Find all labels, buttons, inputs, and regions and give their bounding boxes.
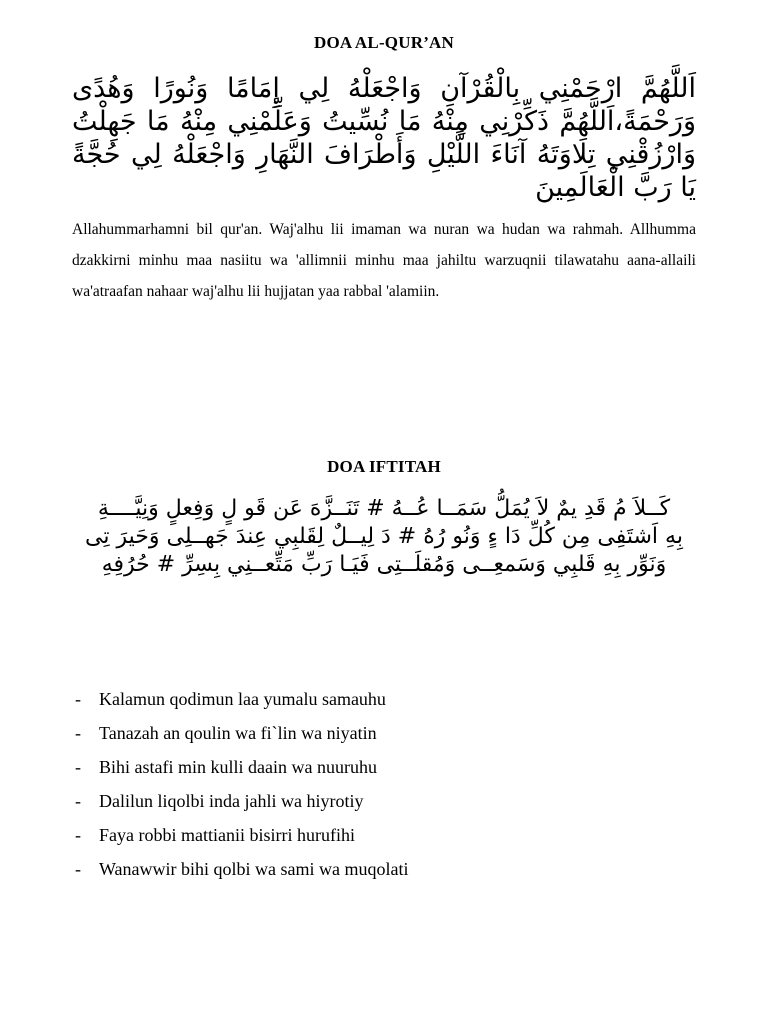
arabic-verse-1: كَــلاَ مُ قَدِ يمٌ لاَ يُمَلُّ سَمَــا عُــهُ # تَنَــزَّهَ عَن قَو لٍ وَفِعلٍ وَنِيَّــــةِ — [97, 496, 671, 521]
doa-quran-transliteration: Allahummarhamni bil qur'an. Waj'alhu lii imaman wa nuran wa hudan wa rahmah. Allhumma dzakkirni minhu maa nasiitu wa 'allimnii minhu maa jahiltu warzuqnii tilawatahu aana-allaili wa'atraafan nahaar waj'alhu lii hujjatan yaa rabbal 'alamiin. — [72, 221, 696, 300]
doa-quran-title: DOA AL-QUR’AN — [313, 33, 455, 52]
list-item — [72, 682, 696, 716]
list-item-text: Kalamun qodimun laa yumalu samauhu — [99, 689, 386, 709]
arabic-verse-3: وَنَوِّر بِهِ قَلبِي وَسَمعِــى وَمُقلَــتِى فَيَـا رَبِّ مَتِّعــنِي بِسِرِّ # حُرُفِهِ — [101, 552, 667, 577]
doa-iftitah-transliteration-list — [72, 682, 696, 886]
list-item — [72, 784, 696, 818]
list-item-text: Tanazah an qoulin wa fi`lin wa niyatin — [99, 723, 377, 743]
list-item-text: Bihi astafi min kulli daain wa nuuruhu — [99, 757, 377, 777]
list-item — [72, 716, 696, 750]
list-item — [72, 818, 696, 852]
list-item — [72, 852, 696, 886]
list-bullet: - — [75, 689, 81, 709]
list-item-text: Faya robbi mattianii bisirri hurufihi — [99, 825, 355, 845]
doa-iftitah-title: DOA IFTITAH — [327, 457, 441, 476]
list-bullet: - — [75, 757, 81, 777]
list-item-text: Dalilun liqolbi inda jahli wa hiyrotiy — [99, 791, 364, 811]
doa-quran-arabic-text: اَللَّهُمَّ ارْحَمْنِي بِالْقُرْآنِ وَاجْعَلْهُ لِي إِمَامًا وَنُورًا وَهُدًى وَرَحْمَةً،اَللَّهُمَّ ذَكِّرْنِي مِنْهُ مَا نُسِّيتُ وَعَلِّمْنِي مِنْهُ مَا جَهِلْتُ وَارْزُقْنِي تِلَاوَتَهُ آنَاءَ اللَّيْلِ وَأَطْرَافَ النَّهَارِ وَاجْعَلْهُ لِي حُجَّةً يَا رَبَّ الْعَالَمِينَ — [72, 73, 696, 203]
list-bullet: - — [75, 859, 81, 879]
doa-iftitah-arabic-poem — [72, 497, 696, 581]
list-item-text: Wanawwir bihi qolbi wa sami wa muqolati — [99, 859, 409, 879]
list-item — [72, 750, 696, 784]
arabic-verse-2: بِهِ اَشتَفِى مِن كُلِّ دَا ءٍ وَنُو رُهُ # دَ لِيــلٌ لِقَلبِي عِندَ جَهــلِى وَحَيرَ تِى — [85, 524, 683, 549]
list-bullet: - — [75, 825, 81, 845]
list-bullet: - — [75, 791, 81, 811]
list-bullet: - — [75, 723, 81, 743]
